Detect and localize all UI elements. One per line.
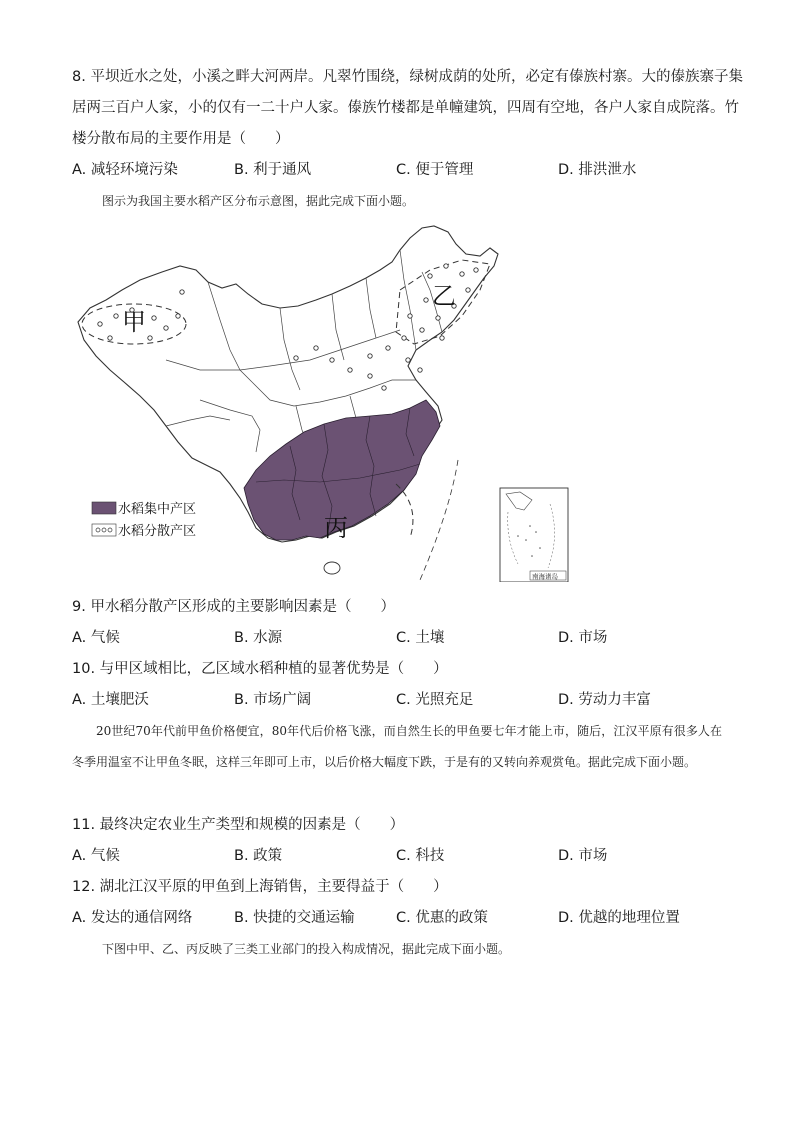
q9-stem: 9. 甲水稻分散产区形成的主要影响因素是（ ） — [72, 599, 395, 615]
q11-option-c[interactable]: C. 科技 — [396, 848, 445, 864]
q11-options — [72, 846, 732, 866]
q8-option-d[interactable]: D. 排洪泄水 — [558, 162, 637, 178]
q10-option-d[interactable]: D. 劳动力丰富 — [558, 692, 651, 708]
map-label-yi: 乙 — [432, 282, 456, 310]
q10-option-a[interactable]: A. 土壤肥沃 — [72, 692, 149, 708]
q8-stem-line-1: 8. 平坝近水之处，小溪之畔大河两岸。凡翠竹围绕，绿树成荫的处所，必定有傣族村寨。大的傣族寨子集 — [72, 69, 743, 85]
q8-option-c[interactable]: C. 便于管理 — [396, 162, 474, 178]
south-china-sea-inset — [500, 488, 568, 582]
q10-option-c[interactable]: C. 光照充足 — [396, 692, 474, 708]
rice-region-map — [70, 220, 570, 582]
q9-option-d[interactable]: D. 市场 — [558, 630, 608, 646]
legend-dense-label: 水稻集中产区 — [118, 502, 197, 517]
turtle-intro: 20世纪70年代前甲鱼价格便宜，80年代后价格飞涨，而自然生长的甲鱼要七年才能上市，随后，江汉平原有很多人在冬季用温室不让甲鱼冬眠，这样三年即可上市，以后价格大幅度下跌，于是有的又转向养观赏龟。据此完成下面小题。 — [72, 724, 722, 769]
industry-intro: 下图中甲、乙、丙反映了三类工业部门的投入构成情况，据此完成下面小题。 — [102, 942, 511, 956]
q11-option-b[interactable]: B. 政策 — [234, 848, 283, 864]
q12-options — [72, 908, 732, 928]
q10-option-b[interactable]: B. 市场广阔 — [234, 692, 312, 708]
q12-option-a[interactable]: A. 发达的通信网络 — [72, 910, 193, 926]
q10-options — [72, 690, 732, 710]
q12-option-b[interactable]: B. 快捷的交通运输 — [234, 910, 355, 926]
q8-option-a[interactable]: A. 减轻环境污染 — [72, 162, 178, 178]
q12-option-d[interactable]: D. 优越的地理位置 — [558, 910, 680, 926]
q11-option-a[interactable]: A. 气候 — [72, 848, 120, 864]
map-legend — [92, 501, 196, 539]
map-label-bing: 丙 — [324, 514, 348, 542]
hainan-island — [324, 562, 340, 574]
q8-options — [72, 160, 732, 180]
q10-stem: 10. 与甲区域相比，乙区域水稻种植的显著优势是（ ） — [72, 661, 448, 677]
sea-boundary-dashed-line — [420, 460, 458, 580]
map-intro: 图示为我国主要水稻产区分布示意图，据此完成下面小题。 — [102, 194, 415, 208]
q11-stem: 11. 最终决定农业生产类型和规模的因素是（ ） — [72, 817, 405, 833]
legend-scattered-label: 水稻分散产区 — [118, 524, 197, 539]
q9-option-b[interactable]: B. 水源 — [234, 630, 283, 646]
inset-label: 南海诸岛 — [532, 572, 558, 581]
q12-option-c[interactable]: C. 优惠的政策 — [396, 910, 488, 926]
q9-options — [72, 628, 732, 648]
q8-stem-line-3: 楼分散布局的主要作用是（ ） — [72, 131, 290, 147]
q9-option-a[interactable]: A. 气候 — [72, 630, 120, 646]
legend-dense-swatch — [92, 502, 116, 514]
q9-option-c[interactable]: C. 土壤 — [396, 630, 445, 646]
q11-option-d[interactable]: D. 市场 — [558, 848, 608, 864]
map-label-jia: 甲 — [122, 308, 146, 336]
q8-option-b[interactable]: B. 利于通风 — [234, 162, 312, 178]
q12-stem: 12. 湖北江汉平原的甲鱼到上海销售，主要得益于（ ） — [72, 879, 448, 895]
q8-stem-line-2: 居两三百户人家，小的仅有一二十户人家。傣族竹楼都是单幢建筑，四周有空地，各户人家自成院落。竹 — [72, 100, 739, 116]
